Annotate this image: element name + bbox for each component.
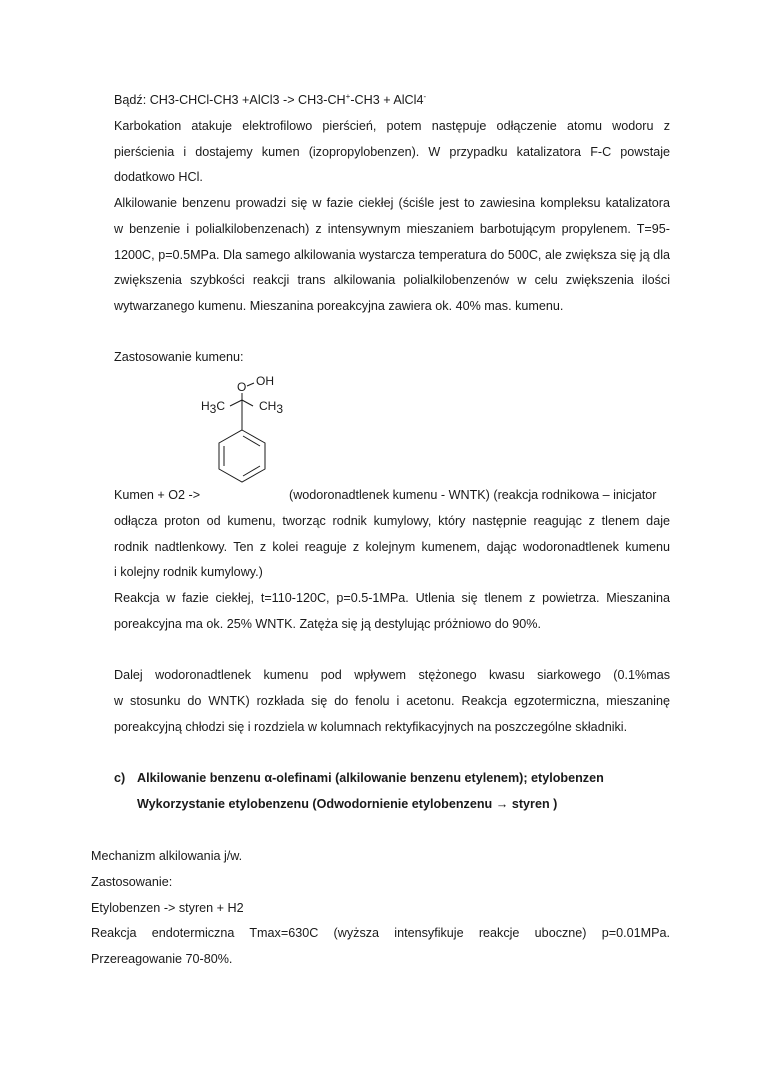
double-bond-1 [243, 436, 260, 446]
paragraph-line: rodnik nadtlenkowy. Ten z kolei reaguje z kolejnym kumenem, dając wodoronadtlenek kumenu [114, 540, 670, 554]
section-c-marker: c) [114, 771, 126, 785]
kumen-reaction-left: Kumen + O2 -> [114, 488, 201, 502]
paragraph-line: poreakcyjną chłodzi się i rozdziela w kolumnach rektyfikacyjnych na poszczególne składniki. [114, 720, 628, 734]
c-methyl-left-bond [230, 400, 242, 406]
paragraph-line: odłącza proton od kumenu, tworząc rodnik kumylowy, który następnie reagując z tlenem daje [114, 514, 670, 528]
paragraph-line: pierścienia i dostajemy kumen (izopropylobenzen). W przypadku katalizatora F-C powstaje [114, 145, 670, 159]
paragraph-line: zwiększenia szybkości reakcji trans alkilowania polialkilobenzenów w celu zwiększenia ilości [114, 273, 670, 287]
c-methyl-right-bond [242, 400, 253, 406]
kumen-reaction-right: (wodoronadtlenek kumenu - WNTK) (reakcja rodnikowa – inicjator [289, 488, 657, 502]
paragraph-line: poreakcyjna ma ok. 25% WNTK. Zatęża się ją destylując próżniowo do 90%. [114, 617, 541, 631]
paragraph-line: Alkilowanie benzenu prowadzi się w fazie ciekłej (ściśle jest to zawiesina kompleksu katalizatora [114, 196, 670, 210]
methyl-right-label: CH3 [259, 399, 284, 416]
methyl-left-label: H3C [201, 399, 226, 416]
charge-minus: - [423, 92, 427, 101]
paragraph-line: w stosunku do WNTK) rozkłada się do fenolu i acetonu. Reakcja egzotermiczna, mieszaninę [114, 694, 670, 708]
reaction-text-a: Bądź: CH3-CHCl-CH3 +AlCl3 -> CH3-CH [114, 93, 346, 107]
paragraph-line: Dalej wodoronadtlenek kumenu pod wpływem stężonego kwasu siarkowego (0.1%mas [114, 668, 670, 682]
charge-plus: + [345, 92, 351, 101]
paragraph-line: dodatkowo HCl. [114, 170, 203, 184]
section-c-title: Alkilowanie benzenu α-olefinami (alkilowanie benzenu etylenem); etylobenzen [137, 771, 604, 785]
heading-zastosowanie: Zastosowanie kumenu: [114, 350, 244, 364]
paragraph-line: Karbokation atakuje elektrofilowo pierścień, potem następuje odłączenie atomu wodoru z [114, 119, 670, 133]
paragraph-line: i kolejny rodnik kumylowy.) [114, 565, 263, 579]
paragraph-line: wytwarzanego kumenu. Mieszanina poreakcyjna zawiera ok. 40% mas. kumenu. [114, 299, 564, 313]
cumene-hydroperoxide-structure [196, 370, 296, 500]
paragraph-line: Przereagowanie 70-80%. [91, 952, 233, 966]
reaction-text-b: -CH3 + AlCl4 [350, 93, 424, 107]
paragraph-line: Reakcja endotermiczna Tmax=630C (wyższa intensyfikuje reakcje uboczne) p=0.01MPa. [91, 926, 670, 940]
paragraph-line: w benzenie i polialkilobenzenach) z intensywnym mieszaniem barbotującym propylenem. T=95- [114, 222, 670, 236]
section-c-subtitle: Wykorzystanie etylobenzenu (Odwodornienie etylobenzenu → styren ) [137, 797, 558, 811]
paragraph-line: 1200C, p=0.5MPa. Dla samego alkilowania wystarcza temperatura do 500C, ale zwiększa się ją dla [114, 248, 670, 262]
paragraph-line: Zastosowanie: [91, 875, 173, 889]
hydroxyl-label: OH [256, 374, 274, 388]
reaction-line [114, 92, 426, 108]
oxygen-label: O [237, 380, 247, 394]
o-o-bond [247, 383, 254, 386]
paragraph-line: Etylobenzen -> styren + H2 [91, 901, 244, 915]
paragraph-line: Mechanizm alkilowania j/w. [91, 849, 243, 863]
paragraph-line: Reakcja w fazie ciekłej, t=110-120C, p=0.5-1MPa. Utlenia się tlenem z powietrza. Mieszanina [114, 591, 670, 605]
double-bond-2 [243, 466, 260, 476]
benzene-ring [219, 430, 265, 482]
